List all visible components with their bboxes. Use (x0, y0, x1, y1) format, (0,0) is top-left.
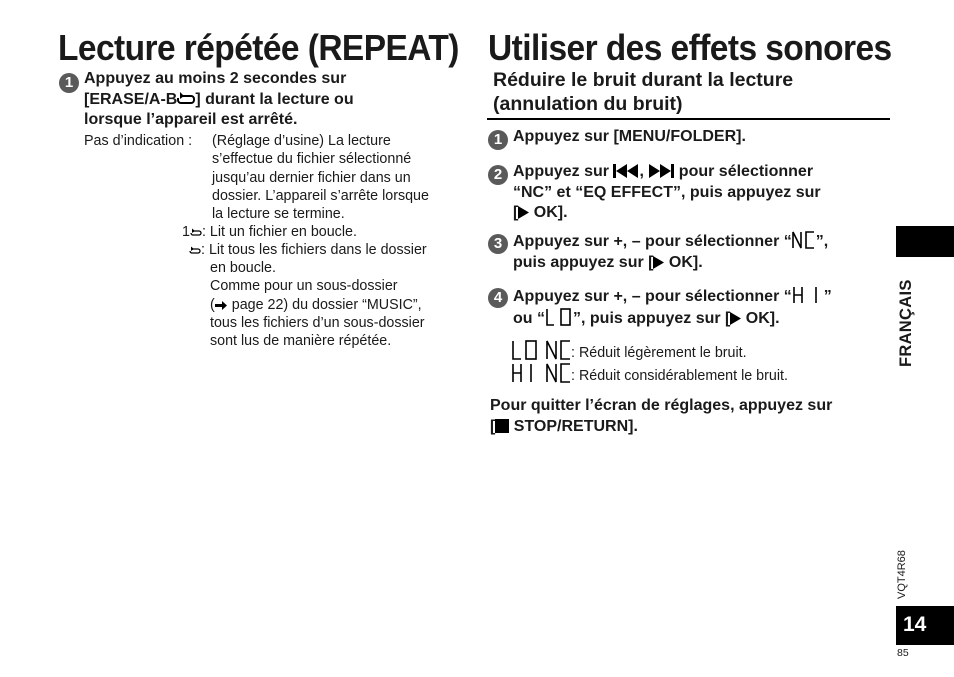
desc-line: tous les fichiers d’un sous-dossier (210, 314, 425, 331)
left-title: Lecture répétée (REPEAT) (58, 27, 459, 68)
step4-line2-end: OK]. (741, 309, 780, 327)
desc-line: s’effectue du fichier sélectionné (212, 151, 412, 168)
repeat-all-desc (210, 259, 470, 350)
hi-nc-display-icon (511, 363, 571, 383)
lo-nc-text: : Réduit légèrement le bruit. (571, 345, 747, 361)
right-step1-text: Appuyez sur [MENU/FOLDER]. (513, 128, 746, 145)
step-number-3: 3 (488, 234, 508, 254)
step-number-2: 2 (488, 165, 508, 185)
repeat-one-prefix: 1 (182, 224, 190, 240)
quit-instructions (490, 396, 890, 437)
repeat-one-icon (190, 228, 202, 238)
step3-line2-pre: puis appuyez sur [ (513, 253, 654, 271)
step4-post: ” (823, 288, 832, 305)
arrow-right-icon (215, 300, 228, 311)
repeat-arrow-icon (177, 92, 195, 106)
nc-display-icon (792, 231, 816, 249)
desc-line: en boucle. (210, 260, 276, 276)
step-number-1: 1 (488, 130, 508, 150)
lo-nc-row (511, 340, 747, 362)
quit-line2-pre: [ (490, 417, 496, 435)
subtitle-line2: (annulation du bruit) (493, 93, 683, 115)
page-number: 14 (903, 613, 927, 636)
desc-line: Comme pour un sous-dossier (210, 278, 398, 295)
quit-line1: Pour quitter l’écran de réglages, appuyez sur (490, 397, 833, 414)
step-number-1: 1 (59, 73, 79, 93)
left-step1-line3: lorsque l’appareil est arrêté. (84, 111, 298, 128)
language-label: FRANÇAIS (897, 279, 915, 367)
step4-line2-post: ”, puis appuyez sur [ (573, 309, 731, 327)
sub-page-number: 85 (897, 647, 909, 659)
desc-line: (Réglage d’usine) La lecture (212, 133, 391, 149)
play-icon (653, 256, 664, 269)
skip-forward-icon (648, 164, 674, 178)
step2-line3-pre: [ (513, 204, 519, 221)
desc-line: la lecture se termine. (212, 206, 345, 223)
skip-back-icon (613, 164, 639, 178)
step2-pre: Appuyez sur (513, 163, 614, 180)
left-step1-line2-post: ] durant la lecture ou (195, 90, 354, 108)
desc-line: dossier. L’appareil s’arrête lorsque (212, 187, 429, 204)
no-indication-label: Pas d’indication : (84, 133, 193, 149)
left-step1-line2-pre: [ERASE/A-B (84, 90, 178, 108)
repeat-all-row (189, 241, 479, 259)
hi-nc-row (511, 363, 788, 385)
step4-pre: Appuyez sur +, – pour sélectionner “ (513, 288, 792, 305)
left-step1-text (84, 69, 444, 131)
right-title: Utiliser des effets sonores (488, 27, 892, 68)
language-tab-marker (896, 226, 954, 257)
right-step4-text (513, 286, 903, 329)
section-divider (487, 118, 890, 120)
page-reference: ( page 22) du dossier “MUSIC”, (210, 296, 422, 313)
right-subtitle (493, 68, 883, 116)
step2-line3-post: OK]. (529, 204, 568, 221)
desc-line: jusqu’au dernier fichier dans un (212, 169, 411, 186)
page-reference-text: page 22) du dossier “MUSIC”, (227, 296, 422, 313)
step4-line2-pre: ou “ (513, 309, 545, 327)
step2-line2: “NC” et “EQ EFFECT”, puis appuyez sur (513, 183, 821, 201)
step-number-4: 4 (488, 288, 508, 308)
lo-nc-display-icon (511, 340, 571, 360)
repeat-one-text: : Lit un fichier en boucle. (201, 224, 357, 240)
quit-line2-post: STOP/RETURN]. (509, 417, 638, 435)
hi-display-icon (792, 286, 824, 304)
right-step3-text (513, 231, 893, 273)
repeat-all-text: : Lit tous les fichiers dans le dossier (201, 242, 427, 258)
desc-line: sont lus de manière répétée. (210, 333, 392, 350)
model-code: VQT4R68 (896, 550, 908, 599)
play-icon (518, 206, 529, 219)
left-step1-line1: Appuyez au moins 2 secondes sur (84, 70, 347, 87)
right-step2-text (513, 162, 893, 224)
step2-sep: , (639, 163, 649, 180)
step2-post: pour sélectionner (674, 163, 814, 180)
repeat-one-row (182, 223, 357, 241)
left-step1-line2 (84, 90, 444, 111)
hi-nc-text: : Réduit considérablement le bruit. (571, 368, 788, 384)
step3-post: ”, (815, 233, 829, 250)
step3-pre: Appuyez sur +, – pour sélectionner “ (513, 233, 792, 250)
stop-icon (495, 419, 509, 433)
repeat-all-icon (189, 246, 201, 256)
play-icon (730, 312, 741, 325)
no-indication-desc (212, 132, 462, 223)
step3-line2-post: OK]. (664, 253, 703, 271)
subtitle-line1: Réduire le bruit durant la lecture (493, 69, 794, 91)
lo-display-icon (545, 308, 573, 326)
